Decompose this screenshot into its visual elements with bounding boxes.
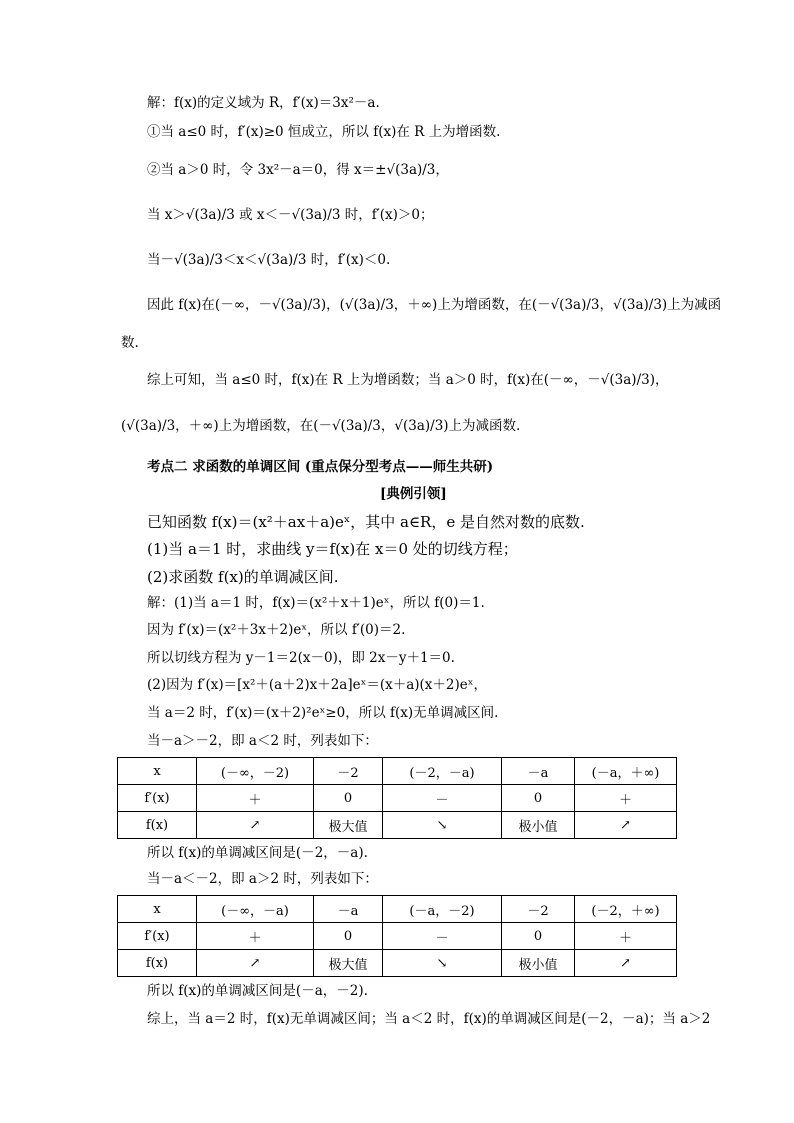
table-cell: －a xyxy=(502,758,575,785)
table-row xyxy=(118,758,677,785)
text-line: 当－a＜－2，即 a＞2 时，列表如下： xyxy=(147,871,378,887)
table-cell: ↗ xyxy=(197,950,314,977)
problem-statement: 已知函数 f(x)＝(x²＋ax＋a)eˣ，其中 a∈R，e 是自然对数的底数. xyxy=(147,513,585,531)
table-cell: 极大值 xyxy=(314,950,383,977)
text-line: 当 x＞√(3a)/3 或 x＜－√(3a)/3 时，f′(x)＞0； xyxy=(147,207,434,223)
table-cell: －2 xyxy=(314,758,383,785)
table-cell: 极小值 xyxy=(502,812,575,839)
table-cell: f(x) xyxy=(118,950,197,977)
table-cell: ＋ xyxy=(197,785,314,812)
text-line: 所以 f(x)的单调减区间是(－a，－2). xyxy=(147,983,368,999)
table-cell: 0 xyxy=(502,785,575,812)
table-cell: f′(x) xyxy=(118,785,197,812)
table-cell: x xyxy=(118,896,197,923)
text-line: (√(3a)/3，＋∞)上为增函数，在(－√(3a)/3，√(3a)/3)上为减函数. xyxy=(121,418,521,434)
table-cell: 极小值 xyxy=(502,950,575,977)
table-cell: ＋ xyxy=(197,923,314,950)
table-cell: 极大值 xyxy=(314,812,383,839)
text-line: ①当 a≤0 时，f′(x)≥0 恒成立，所以 f(x)在 R 上为增函数. xyxy=(147,124,501,140)
text-line: 所以 f(x)的单调减区间是(－2，－a). xyxy=(147,845,368,861)
table-cell: f′(x) xyxy=(118,923,197,950)
sign-table-2 xyxy=(117,895,677,977)
table-row xyxy=(118,785,677,812)
text-line: 数. xyxy=(121,335,139,351)
table-cell: ＋ xyxy=(575,785,677,812)
table-cell: (－a，－2) xyxy=(383,896,502,923)
text-line: 解：f(x)的定义域为 R，f′(x)＝3x²－a. xyxy=(147,95,380,111)
table-cell: ↘ xyxy=(383,812,502,839)
table-cell: －a xyxy=(314,896,383,923)
table-cell: － xyxy=(383,923,502,950)
table-cell: (－2，＋∞) xyxy=(575,896,677,923)
table-row xyxy=(118,923,677,950)
text-line: ②当 a＞0 时，令 3x²－a＝0，得 x＝±√(3a)/3， xyxy=(147,162,449,178)
table-cell: 0 xyxy=(314,785,383,812)
table-cell: ↘ xyxy=(383,950,502,977)
table-cell: 0 xyxy=(502,923,575,950)
text-line: 综上，当 a＝2 时，f(x)无单调减区间；当 a＜2 时，f(x)的单调减区间是(－2，－a)；当 a＞2 xyxy=(147,1011,711,1027)
text-line: 因此 f(x)在(－∞，－√(3a)/3)，(√(3a)/3，＋∞)上为增函数，在(－√(3a)/3，√(3a)/3)上为减函 xyxy=(147,297,722,313)
table-cell: (－2，－a) xyxy=(383,758,502,785)
table-cell: ↗ xyxy=(197,812,314,839)
text-line: 因为 f′(x)＝(x²＋3x＋2)eˣ，所以 f′(0)＝2. xyxy=(147,622,406,638)
problem-part: (1)当 a＝1 时，求曲线 y＝f(x)在 x＝0 处的切线方程； xyxy=(147,540,518,558)
table-row xyxy=(118,896,677,923)
table-cell: ＋ xyxy=(575,923,677,950)
text-line: 当－a＞－2，即 a＜2 时，列表如下： xyxy=(147,733,378,749)
table-cell: f(x) xyxy=(118,812,197,839)
table-cell: x xyxy=(118,758,197,785)
subsection-label: [典例引领] xyxy=(380,486,447,502)
table-cell: － xyxy=(383,785,502,812)
table-cell: ↗ xyxy=(575,950,677,977)
text-line: 当 a＝2 时，f′(x)＝(x＋2)²eˣ≥0，所以 f(x)无单调减区间. xyxy=(147,705,499,721)
section-heading: 考点二 求函数的单调区间 (重点保分型考点——师生共研) xyxy=(147,459,494,475)
table-cell: －2 xyxy=(502,896,575,923)
table-cell: ↗ xyxy=(575,812,677,839)
table-row xyxy=(118,950,677,977)
table-row xyxy=(118,812,677,839)
table-cell: (－∞，－2) xyxy=(197,758,314,785)
text-line: (2)因为 f′(x)＝[x²＋(a＋2)x＋2a]eˣ＝(x＋a)(x＋2)eˣ， xyxy=(147,677,487,693)
text-line: 综上可知，当 a≤0 时，f(x)在 R 上为增函数；当 a＞0 时，f(x)在(－∞，－√(3a)/3)， xyxy=(147,372,669,388)
text-line: 解：(1)当 a＝1 时，f(x)＝(x²＋x＋1)eˣ，所以 f(0)＝1. xyxy=(147,595,485,611)
text-line: 所以切线方程为 y－1＝2(x－0)，即 2x－y＋1＝0. xyxy=(147,650,455,666)
table-cell: (－a，＋∞) xyxy=(575,758,677,785)
problem-part: (2)求函数 f(x)的单调减区间. xyxy=(147,568,339,586)
table-cell: 0 xyxy=(314,923,383,950)
sign-table-1 xyxy=(117,757,677,839)
text-line: 当－√(3a)/3＜x＜√(3a)/3 时，f′(x)＜0. xyxy=(147,252,391,268)
table-cell: (－∞，－a) xyxy=(197,896,314,923)
